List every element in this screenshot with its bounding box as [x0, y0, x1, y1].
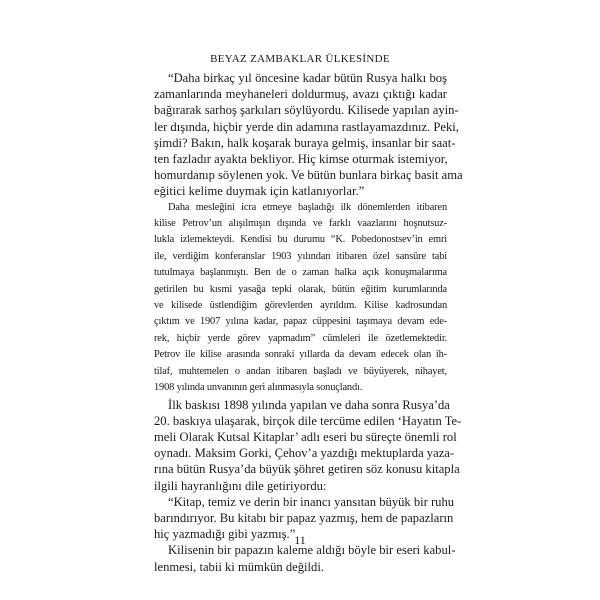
text-line: zamanlarında meyhaneleri doldurmuş, avazı çıktığı kadar — [154, 87, 447, 102]
text-line: “Daha birkaç yıl öncesine kadar bütün Rusya halkı boş — [168, 71, 447, 85]
text-line: barındırıyor. Bu kitabı bir papaz yazmış, hem de papazların — [154, 510, 454, 525]
text-line: oynadı. Maksim Gorki, Çehov’a yazdığı mektuplarda yaza- — [154, 446, 455, 461]
text-line: lukla izlemekteydi. Kendisi bu durumu “K. Pobedonostsev’in emri — [154, 234, 447, 246]
text-line: şimdi? Bakın, halk koşarak buraya gelmiş, insanlar bir saat- — [154, 135, 456, 150]
text-line: meli Olarak Kutsal Kitaplar’ adlı eseri bu süreçte önemli rol — [154, 429, 457, 444]
text-line: lenmesi, tabii ki mümkün değildi. — [154, 559, 324, 574]
text-line: tutulmaya başlanmıştı. Ben de o zaman halka açık konuşmalarıma — [154, 267, 447, 279]
text-line: homurdanıp söylenen yok. Ve bütün bunlara birkaç basit ama — [154, 168, 463, 183]
page-number: 11 — [294, 533, 306, 547]
paragraph-2 — [154, 200, 447, 397]
text-line: 1908 yılında unvanının geri alınmasıyla sonuçlandı. — [154, 382, 363, 394]
text-line: ler dışında, hiçbir yerde din adamına rastlayamazdınız. Peki, — [154, 119, 459, 134]
text-line: çıktım ve 1907 yılına kadar, papaz cüppesini taşımaya devam ede- — [154, 316, 447, 328]
paragraph-3 — [154, 397, 462, 494]
text-line: ve kilisede üstlendiğim görevlerden ayrıldım. Kilise kadrosundan — [154, 300, 447, 312]
text-line: “Kitap, temiz ve derin bir inancı yansıtan büyük bir ruhu — [168, 494, 455, 509]
text-line: rek, hiçbir yerde görev yapmadım” cümleleri ile özetlemektedir. — [154, 332, 447, 344]
text-line: ile, verdiğim konferanslar 1903 yılından itibaren özel sansüre tabi — [154, 250, 447, 262]
running-head: BEYAZ ZAMBAKLAR ÜLKESİNDE — [210, 53, 390, 65]
text-line: getirilen bu kısmi yasağa tepki olarak, bütün eğitim kurumlarında — [154, 283, 447, 295]
text-line: İlk baskısı 1898 yılında yapılan ve daha sonra Rusya’da — [168, 397, 450, 412]
text-line: Daha mesleğini icra etmeye başladığı ilk dönemlerden itibaren — [168, 201, 447, 213]
text-line: rına bütün Rusya’da büyük şöhret getiren söz konusu kitapla — [154, 462, 460, 477]
text-line: Petrov ile kilise arasında sonraki yıllarda da devam edecek olan ih- — [154, 349, 447, 361]
body-text — [154, 70, 463, 575]
text-line: tilaf, muhtemelen o andan itibaren başladı ve büyüyerek, nihayet, — [154, 365, 447, 377]
text-line: kilise Petrov’un alışılmışın dışında ve farklı vaazlarını hoşnutsuz- — [154, 218, 447, 230]
text-line: bağırarak sarhoş şarkıları söylüyordu. Kilisede yapılan ayin- — [154, 103, 459, 118]
paragraph-1 — [154, 70, 463, 200]
text-line: 20. baskıya ulaşarak, birçok dile tercüme edilen ‘Hayatın Te- — [154, 413, 462, 428]
text-line: ilgili hayranlığını dile getiriyordu: — [154, 478, 327, 493]
text-line: Kilisenin bir papazın kaleme aldığı böyle bir eseri kabul- — [168, 543, 456, 558]
text-line: ten fazladır ayakta bekliyor. Hiç kimse oturmak istemiyor, — [154, 152, 448, 167]
text-line: eğitici kelime duymak için katlanıyorlar.” — [154, 184, 365, 199]
text-line: hiç yazmadığı gibi yazmış.” — [154, 527, 296, 542]
